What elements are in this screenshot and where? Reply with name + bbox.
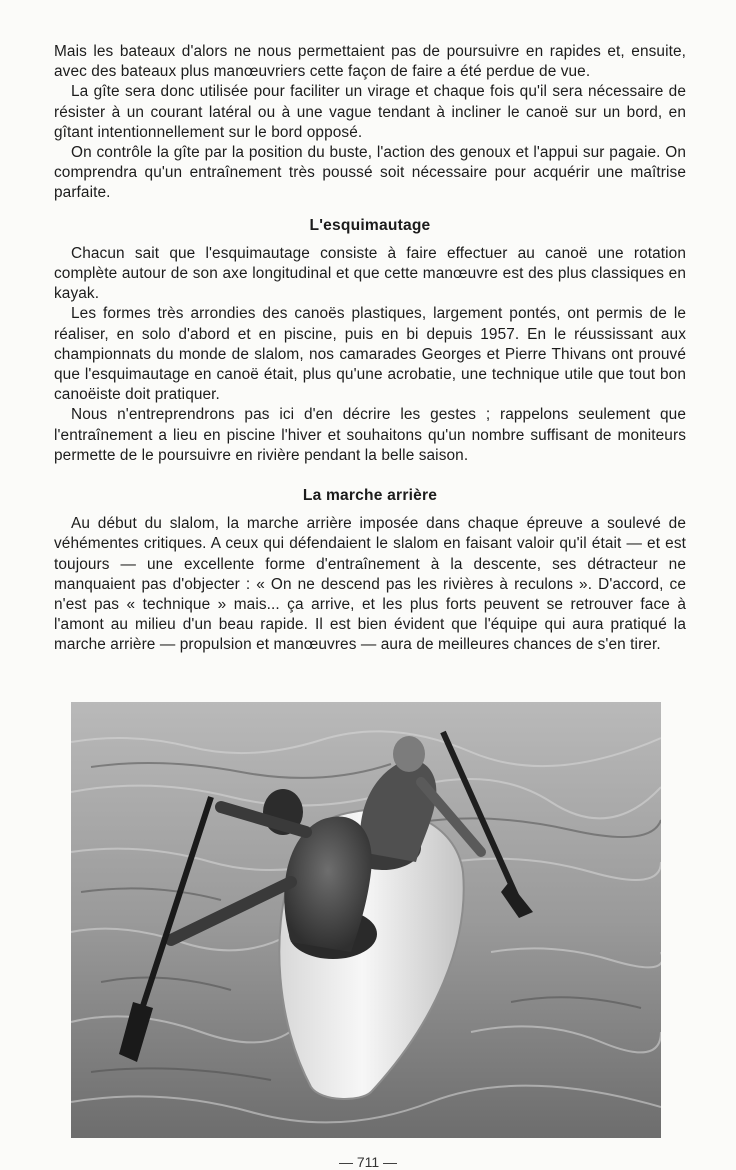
paragraph: Nous n'entreprendrons pas ici d'en décrire les gestes ; rappelons seulement que l'entraînement a lieu en piscine l'hiver et souhaitons qu'un nombre suffisant de moniteurs permette de le poursuivre en rivière pendant la belle saison. — [54, 406, 686, 464]
paragraph: Les formes très arrondies des canoës plastiques, largement pontés, ont permis de le réaliser, en solo d'abord et en piscine, puis en bi depuis 1957. En le réussissant aux championnats du monde de slalom, nos camarades Georges et Pierre Thivans ont prouvé que l'esquimautage en canoë était, plus qu'une acrobatie, une technique utile que tout bon canoëiste doit pratiquer. — [54, 305, 686, 404]
paragraph: Au début du slalom, la marche arrière imposée dans chaque épreuve a soulevé de véhémentes critiques. A ceux qui défendaient le slalom en faisant valoir qu'il était — et est toujours — une excellente forme d'entraînement à la descente, ses détracteur ne manquaient pas d'objecter : « On ne descend pas les rivières à reculons ». D'accord, ce n'est pas « technique » mais... ça arrive, et les plus forts peuvent se retrouver face à l'amont au milieu d'un beau rapide. Il est bien évident que l'équipe qui aura pratiqué la marche arrière — propulsion et manœuvres — aura de meilleures chances de s'en tirer. — [54, 515, 686, 654]
section-heading-esquimautage: L'esquimautage — [309, 216, 431, 234]
paragraph: La gîte sera donc utilisée pour faciliter un virage et chaque fois qu'il sera nécessaire de résister à un courant latéral ou à une vague tendant à incliner le canoë sur un bord, en gîtant intentionnellement sur le bord opposé. — [54, 83, 686, 141]
body-text — [54, 42, 686, 656]
section-heading-marche-arriere: La marche arrière — [302, 487, 438, 505]
canoe-photo — [71, 702, 661, 1138]
paragraph: Mais les bateaux d'alors ne nous permettaient pas de poursuivre en rapides et, ensuite, avec des bateaux plus manœuvriers cette façon de faire a été perdue de vue. — [54, 43, 686, 81]
page-number: — 711 — — [338, 1154, 398, 1170]
canoe-photo-illustration — [71, 702, 661, 1138]
paragraph: On contrôle la gîte par la position du buste, l'action des genoux et l'appui sur pagaie. On comprendra qu'un entraînement très poussé soit nécessaire pour acquérir une maîtrise parfaite. — [54, 144, 686, 202]
paragraph: Chacun sait que l'esquimautage consiste à faire effectuer au canoë une rotation complète autour de son axe longitudinal et que cette manœuvre est des plus classiques en kayak. — [54, 244, 686, 303]
